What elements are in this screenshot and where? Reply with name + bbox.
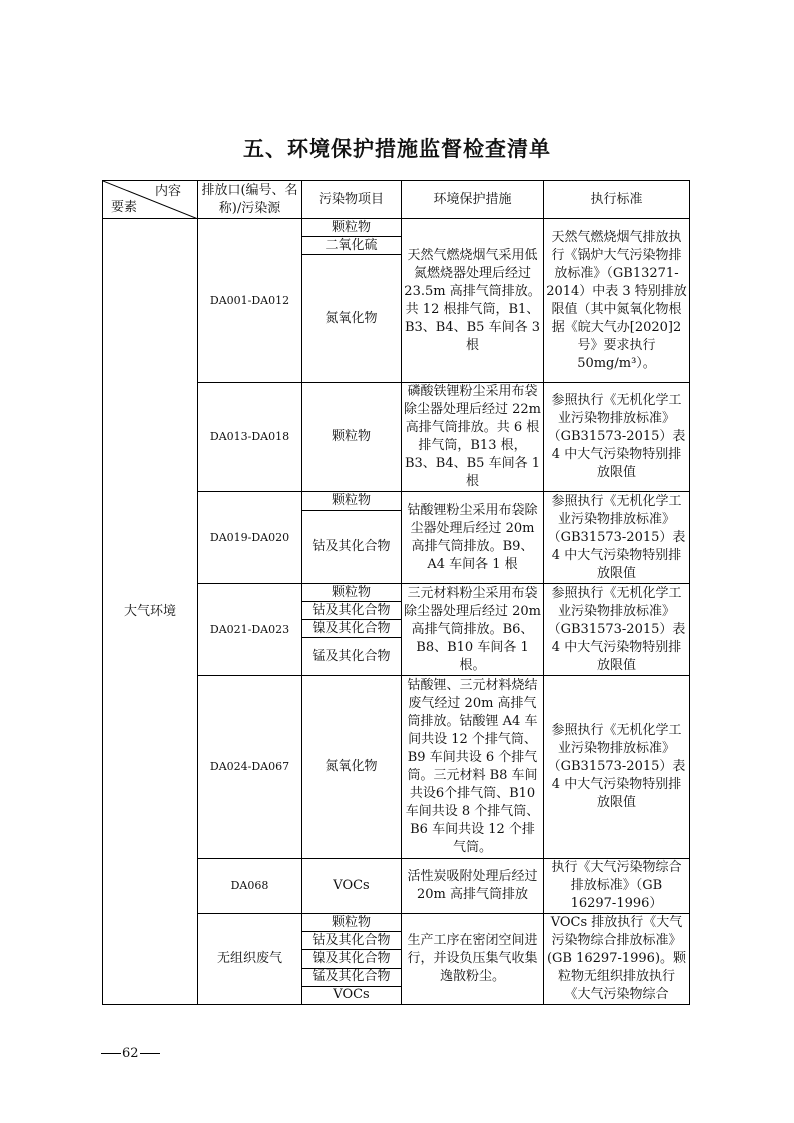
pollutant-cell: 氮氧化物 (302, 676, 402, 859)
measure-cell: 生产工序在密闭空间进行，并设负压集气收集逸散粉尘。 (402, 914, 544, 1005)
standard-cell: 参照执行《无机化学工业污染物排放标准》（GB31573-2015）表 4 中大气污染物特别排放限值 (544, 676, 690, 859)
outlet-header: 排放口(编号、名称)/污染源 (198, 181, 302, 219)
footer-dash-right (140, 1053, 160, 1054)
corner-element-label: 要素 (111, 199, 138, 215)
pollutant-cell: 镍及其化合物 (302, 620, 402, 638)
pollutant-cell: 钴及其化合物 (302, 602, 402, 620)
pollutant-cell: 颗粒物 (302, 219, 402, 237)
outlet-cell: DA019-DA020 (198, 492, 302, 584)
corner-header-cell (103, 181, 198, 219)
measure-header: 环境保护措施 (402, 181, 544, 219)
inspection-table (102, 180, 690, 1005)
pollutant-cell: 颗粒物 (302, 584, 402, 602)
table-header-row (103, 181, 690, 219)
outlet-cell: DA024-DA067 (198, 676, 302, 859)
pollutant-cell: 颗粒物 (302, 492, 402, 511)
page-number: 62 (122, 1046, 139, 1061)
table-row (103, 219, 690, 237)
pollutant-cell: 颗粒物 (302, 383, 402, 492)
standard-cell: 参照执行《无机化学工业污染物排放标准》（GB31573-2015）表 4 中大气污染物特别排放限值 (544, 383, 690, 492)
pollutant-cell: 钴及其化合物 (302, 511, 402, 584)
corner-content-label: 内容 (154, 184, 181, 199)
footer-dash-left (101, 1053, 121, 1054)
outlet-cell: DA068 (198, 859, 302, 914)
pollutant-cell: 氮氧化物 (302, 255, 402, 383)
measure-cell: 活性炭吸附处理后经过 20m 高排气筒排放 (402, 859, 544, 914)
standard-cell: 参照执行《无机化学工业污染物排放标准》（GB31573-2015）表 4 中大气污染物特别排放限值 (544, 584, 690, 676)
measure-cell: 磷酸铁锂粉尘采用布袋除尘器处理后经过 22m 高排气筒排放。共 6 根排气筒，B13 根，B3、B4、B5 车间各 1 根 (402, 383, 544, 492)
standard-header: 执行标准 (544, 181, 690, 219)
measure-cell: 天然气燃烧烟气采用低氮燃烧器处理后经过 23.5m 高排气筒排放。共 12 根排气筒，B1、B3、B4、B5 车间各 3 根 (402, 219, 544, 383)
outlet-cell: DA013-DA018 (198, 383, 302, 492)
pollutant-cell: VOCs (302, 859, 402, 914)
pollutant-cell: VOCs (302, 986, 402, 1004)
measure-cell: 三元材料粉尘采用布袋除尘器处理后经过 20m 高排气筒排放。B6、B8、B10 车间各 1 根。 (402, 584, 544, 676)
pollutant-cell: 镍及其化合物 (302, 950, 402, 968)
standard-cell: 执行《大气污染物综合排放标准》（GB 16297-1996） (544, 859, 690, 914)
pollutant-cell: 颗粒物 (302, 914, 402, 932)
pollutant-cell: 锰及其化合物 (302, 968, 402, 986)
standard-cell: VOCs 排放执行《大气污染物综合排放标准》(GB 16297-1996)。颗粒物无组织排放执行《大气污染物综合 (544, 914, 690, 1005)
page-title: 五、环境保护措施监督检查清单 (243, 137, 551, 161)
page-footer (100, 1046, 161, 1061)
outlet-cell: DA021-DA023 (198, 584, 302, 676)
element-cell: 大气环境 (103, 219, 198, 1005)
pollutant-cell: 锰及其化合物 (302, 638, 402, 676)
pollutant-cell: 二氧化硫 (302, 237, 402, 255)
outlet-cell: DA001-DA012 (198, 219, 302, 383)
pollutant-header: 污染物项目 (302, 181, 402, 219)
standard-cell: 天然气燃烧烟气排放执行《锅炉大气污染物排放标准》（GB13271-2014）中表 3 特别排放限值（其中氮氧化物根据《皖大气办[2020]2号》要求执行 50mg/m³）。 (544, 219, 690, 383)
measure-cell: 钴酸锂粉尘采用布袋除尘器处理后经过 20m 高排气筒排放。B9、A4 车间各 1 根 (402, 492, 544, 584)
measure-cell: 钴酸锂、三元材料烧结废气经过 20m 高排气筒排放。钴酸锂 A4 车间共设 12 个排气筒、B9 车间共设 6 个排气筒。三元材料 B8 车间共设6个排气筒、B10 车间共设 8 个排气筒、B6 车间共设 12 个排气筒。 (402, 676, 544, 859)
standard-cell: 参照执行《无机化学工业污染物排放标准》（GB31573-2015）表 4 中大气污染物特别排放限值 (544, 492, 690, 584)
pollutant-cell: 钴及其化合物 (302, 932, 402, 950)
outlet-cell: 无组织废气 (198, 914, 302, 1005)
